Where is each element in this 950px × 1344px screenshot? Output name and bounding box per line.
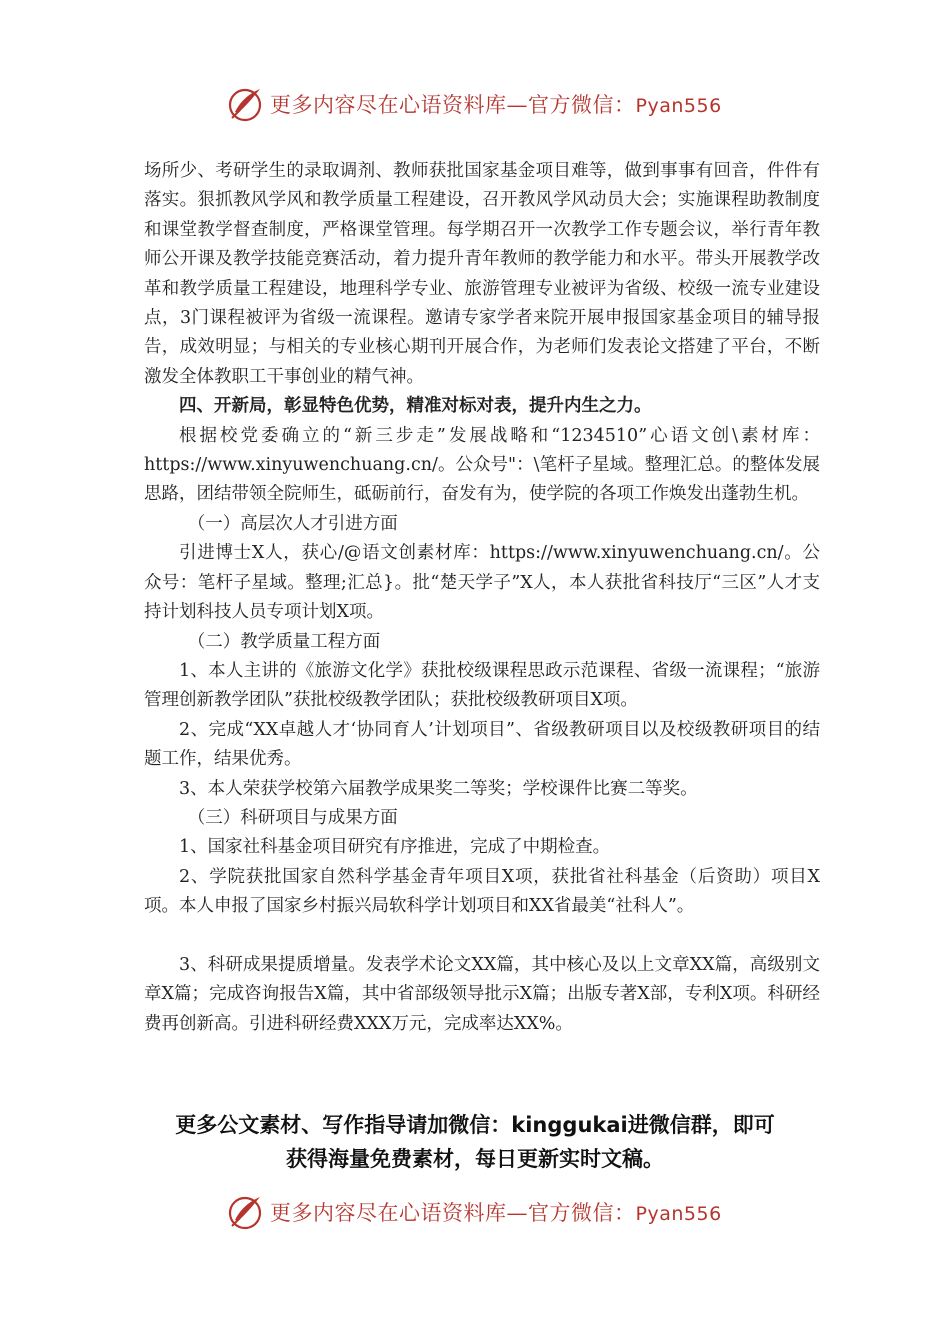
footer-banner-text: [270, 1197, 722, 1227]
header-banner: [226, 82, 722, 126]
promo-block: [100, 1108, 850, 1176]
paragraph: 1、国家社科基金项目研究有序推进，完成了中期检查。: [179, 837, 611, 858]
quill-logo-icon: [226, 1192, 266, 1232]
paragraph: 引进博士X人，获心/@语文创素材库：https://www.xinyuwenchuang.cn/。公众号：笔杆子星域。整理;汇总}。批“楚天学子”X人，本人获批省科技厅“三区”人才支持计划科技人员专项计划X项。: [144, 543, 820, 623]
subsection-heading: （二）教学质量工程方面: [187, 631, 381, 652]
header-banner-text: [270, 89, 722, 119]
quill-logo-icon: [226, 84, 266, 124]
footer-banner-cn: 更多内容尽在心语资料库—官方微信：: [270, 1201, 636, 1225]
document-body: [144, 157, 820, 1039]
paragraph: 场所少、考研学生的录取调剂、教师获批国家基金项目难等，做到事事有回音，件件有落实。狠抓教风学风和教学质量工程建设，召开教风学风动员大会；实施课程助教制度和课堂教学督查制度，严格课堂管理。每学期召开一次教学工作专题会议，举行青年教师公开课及教学技能竞赛活动，着力提升青年教师的教学能力和水平。带头开展教学改革和教学质量工程建设，地理科学专业、旅游管理专业被评为省级、校级一流专业建设点，3门课程被评为省级一流课程。邀请专家学者来院开展申报国家基金项目的辅导报告，成效明显；与相关的专业核心期刊开展合作，为老师们发表论文搭建了平台，不断激发全体教职工干事创业的精气神。: [144, 161, 820, 387]
paragraph: 2、学院获批国家自然科学基金青年项目X项，获批省社科基金（后资助）项目X项。本人申报了国家乡村振兴局软科学计划项目和XX省最美“社科人”。: [144, 866, 820, 917]
promo-line-2: 获得海量免费素材，每日更新实时文稿。: [286, 1147, 664, 1171]
header-banner-en: Pyan556: [635, 95, 722, 117]
subsection-heading: （一）高层次人才引进方面: [187, 513, 398, 534]
header-banner-cn: 更多内容尽在心语资料库—官方微信：: [270, 93, 636, 117]
subsection-heading: （三）科研项目与成果方面: [187, 807, 398, 828]
footer-banner: [226, 1190, 722, 1234]
promo-line-1: 更多公文素材、写作指导请加微信：kinggukai进微信群，即可: [175, 1113, 775, 1137]
section-heading: 四、开新局，彰显特色优势，精准对标对表，提升内生之力。: [179, 396, 652, 417]
paragraph: 1、本人主讲的《旅游文化学》获批校级课程思政示范课程、省级一流课程；“旅游管理创新教学团队”获批校级教学团队；获批校级教研项目X项。: [144, 660, 820, 711]
paragraph: 3、本人荣获学校第六届教学成果奖二等奖；学校课件比赛二等奖。: [179, 778, 698, 799]
blank-line: [144, 922, 820, 951]
footer-banner-en: Pyan556: [635, 1203, 722, 1225]
paragraph: 根据校党委确立的“新三步走”发展战略和“1234510”心语文创\素材库：https://www.xinyuwenchuang.cn/。公众号"：\笔杆子星域。整理汇总。的整体发展思路，团结带领全院师生，砥砺前行，奋发有为，使学院的各项工作焕发出蓬勃生机。: [144, 425, 820, 505]
paragraph: 3、科研成果提质增量。发表学术论文XX篇，其中核心及以上文章XX篇，高级别文章X篇；完成咨询报告X篇，其中省部级领导批示X篇；出版专著X部，专利X项。科研经费再创新高。引进科研经费XXX万元，完成率达XX%。: [144, 954, 820, 1034]
paragraph: 2、完成“XX卓越人才‘协同育人’计划项目”、省级教研项目以及校级教研项目的结题工作，结果优秀。: [144, 719, 820, 770]
